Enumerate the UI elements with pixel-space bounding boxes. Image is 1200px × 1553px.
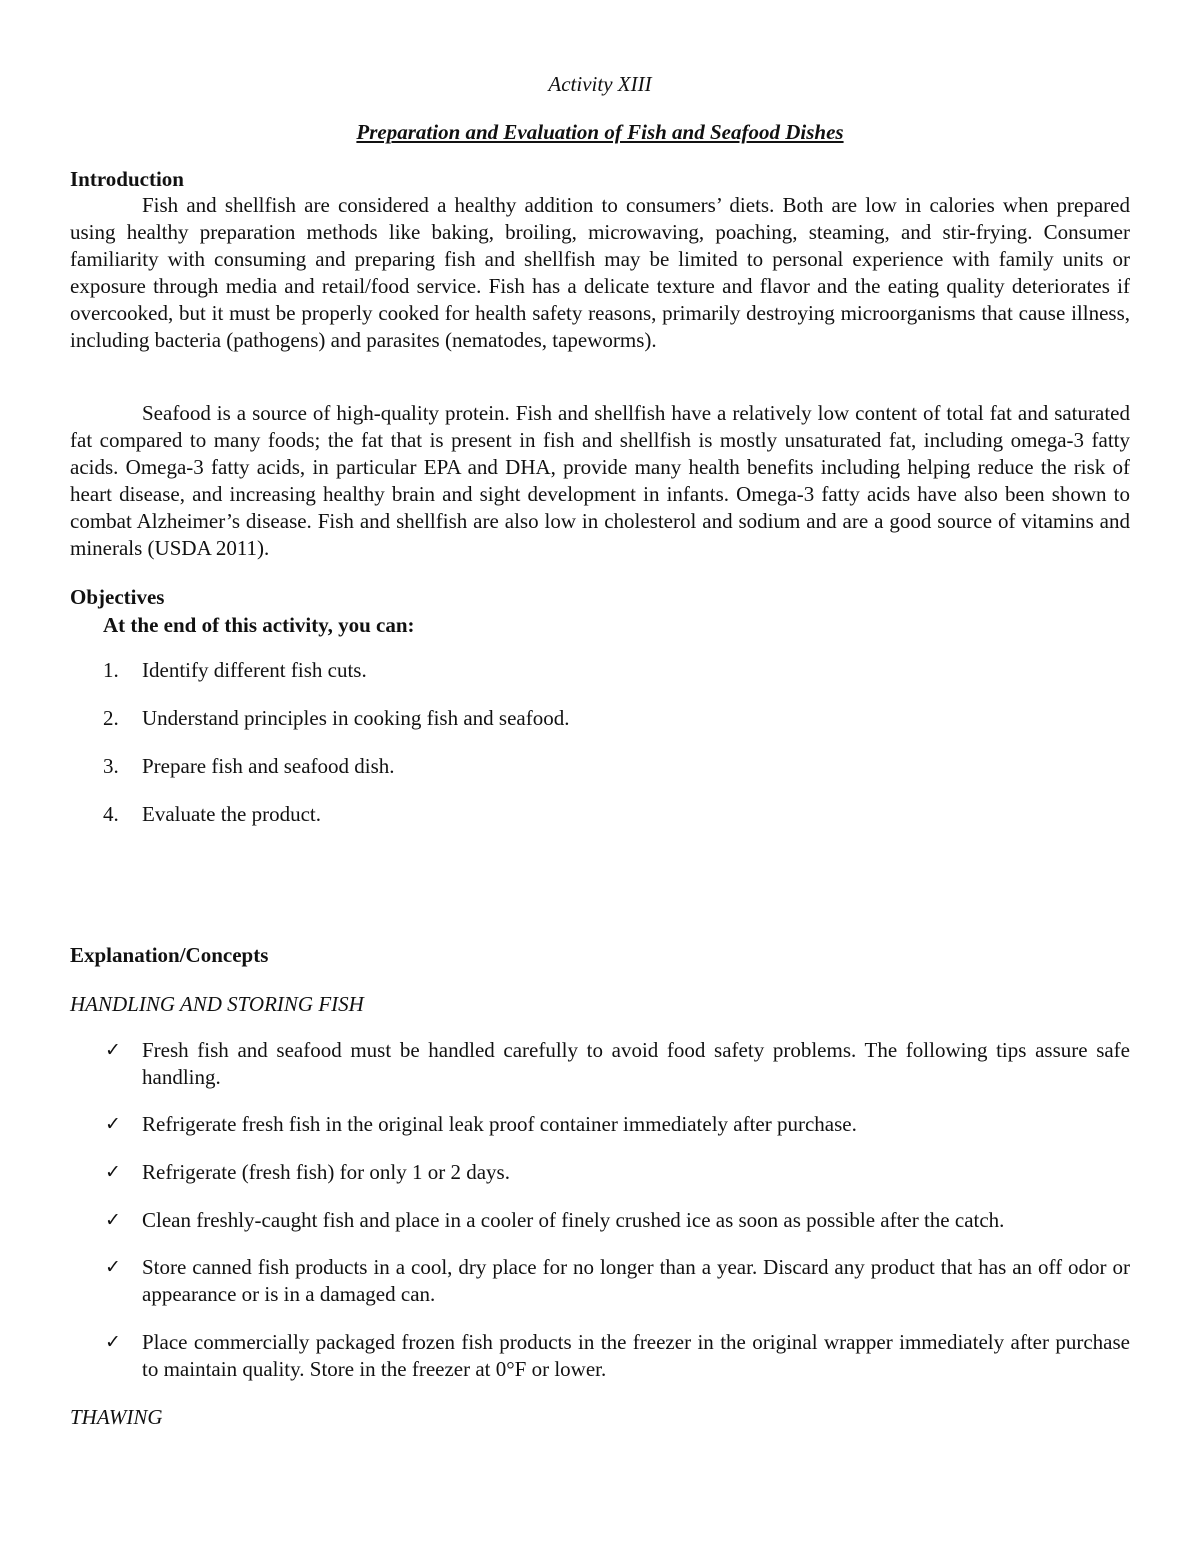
list-item bbox=[70, 753, 1130, 801]
check-icon: ✓ bbox=[105, 1209, 121, 1231]
introduction-heading: Introduction bbox=[70, 167, 184, 191]
list-item-text: Refrigerate (fresh fish) for only 1 or 2 days. bbox=[142, 1160, 510, 1184]
list-item-text: Prepare fish and seafood dish. bbox=[142, 754, 395, 778]
objectives-list bbox=[70, 657, 1130, 849]
check-icon: ✓ bbox=[105, 1161, 121, 1183]
list-item-number: 2. bbox=[103, 706, 119, 730]
list-item-text: Identify different fish cuts. bbox=[142, 658, 367, 682]
check-icon: ✓ bbox=[105, 1331, 121, 1353]
list-item-number: 3. bbox=[103, 754, 119, 778]
list-item-text: Evaluate the product. bbox=[142, 802, 322, 826]
objectives-lead: At the end of this activity, you can: bbox=[103, 613, 415, 637]
list-item bbox=[70, 1207, 1130, 1234]
list-item-number: 1. bbox=[103, 658, 119, 682]
list-item bbox=[70, 1111, 1130, 1138]
list-item bbox=[70, 1159, 1130, 1186]
list-item bbox=[70, 1254, 1130, 1308]
check-icon: ✓ bbox=[105, 1113, 121, 1135]
list-item-text: Understand principles in cooking fish and seafood. bbox=[142, 706, 570, 730]
check-icon: ✓ bbox=[105, 1256, 121, 1278]
list-item bbox=[70, 1037, 1130, 1091]
list-item-number: 4. bbox=[103, 802, 119, 826]
check-icon: ✓ bbox=[105, 1039, 121, 1061]
intro-paragraph-1: Fish and shellfish are considered a healthy addition to consumers’ diets. Both are low in calories when prepared using healthy preparation methods like baking, broiling, microwaving, poaching, steaming, and stir-frying. Consumer familiarity with consuming and preparing fish and shellfish may be limited to personal experience with family units or exposure through media and retail/food service. Fish has a delicate texture and flavor and the eating quality deteriorates if overcooked, but it must be properly cooked for health safety reasons, primarily destroying microorganisms that cause illness, including bacteria (pathogens) and parasites (nematodes, tapeworms). bbox=[70, 193, 1130, 352]
list-item-text: Refrigerate fresh fish in the original leak proof container immediately after purchase. bbox=[142, 1112, 857, 1136]
list-item-text: Place commercially packaged frozen fish products in the freezer in the original wrapper immediately after purchase to maintain quality. Store in the freezer at 0°F or lower. bbox=[142, 1330, 1130, 1381]
list-item-text: Clean freshly-caught fish and place in a cooler of finely crushed ice as soon as possible after the catch. bbox=[142, 1208, 1005, 1232]
handling-heading: HANDLING AND STORING FISH bbox=[70, 992, 364, 1016]
list-item-text: Fresh fish and seafood must be handled carefully to avoid food safety problems. The following tips assure safe handling. bbox=[142, 1038, 1130, 1089]
list-item bbox=[70, 801, 1130, 849]
list-item bbox=[70, 1329, 1130, 1383]
activity-label: Activity XIII bbox=[548, 72, 652, 96]
intro-paragraph-2: Seafood is a source of high-quality protein. Fish and shellfish have a relatively low content of total fat and saturated fat compared to many foods; the fat that is present in fish and shellfish is mostly unsaturated fat, including omega-3 fatty acids. Omega-3 fatty acids, in particular EPA and DHA, provide many health benefits including helping reduce the risk of heart disease, and increasing healthy brain and sight development in infants. Omega-3 fatty acids have also been shown to combat Alzheimer’s disease. Fish and shellfish are also low in cholesterol and sodium and are a good source of vitamins and minerals (USDA 2011). bbox=[70, 401, 1130, 560]
list-item bbox=[70, 657, 1130, 705]
concepts-heading: Explanation/Concepts bbox=[70, 943, 269, 967]
page-title: Preparation and Evaluation of Fish and Seafood Dishes bbox=[356, 120, 844, 144]
list-item bbox=[70, 705, 1130, 753]
objectives-heading: Objectives bbox=[70, 585, 165, 609]
thawing-heading: THAWING bbox=[70, 1405, 163, 1429]
list-item-text: Store canned fish products in a cool, dry place for no longer than a year. Discard any product that has an off odor or appearance or is in a damaged can. bbox=[142, 1255, 1130, 1306]
